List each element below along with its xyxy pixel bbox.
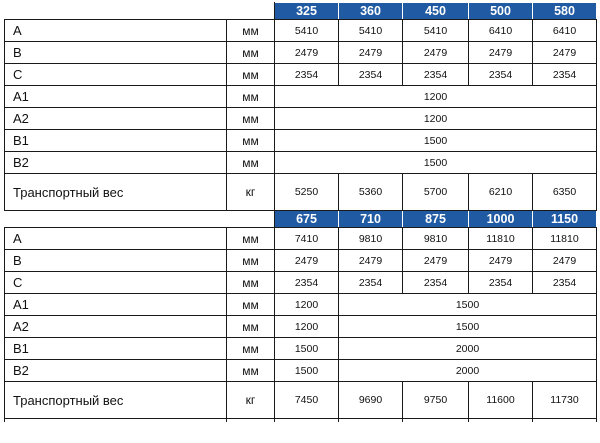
- value-cell: 9690: [339, 382, 403, 419]
- unit-cell: мм: [227, 130, 275, 152]
- param-label: B: [5, 250, 227, 272]
- unit-cell: мм: [227, 360, 275, 382]
- models-header-row-2: [5, 211, 597, 228]
- table-row: [5, 294, 597, 316]
- unit-cell: мм: [227, 272, 275, 294]
- value-cell: 5410: [403, 20, 469, 42]
- value-cell: 2479: [339, 42, 403, 64]
- param-label: Транспортный вес: [5, 174, 227, 211]
- value-cell: 6350: [533, 174, 597, 211]
- table-row: [5, 272, 597, 294]
- unit-cell: мм: [227, 42, 275, 64]
- value-cell: 1200: [275, 316, 339, 338]
- param-label: A: [5, 228, 227, 250]
- param-label: A: [5, 20, 227, 42]
- value-cell: 2354: [339, 272, 403, 294]
- value-cell: 11600: [469, 382, 533, 419]
- param-label: B1: [5, 130, 227, 152]
- value-cell: 1500: [275, 338, 339, 360]
- table-row: [5, 108, 597, 130]
- unit-cell: мм: [227, 316, 275, 338]
- value-cell: 2479: [403, 250, 469, 272]
- tail-cell: [339, 419, 403, 423]
- value-cell: 9810: [339, 228, 403, 250]
- unit-cell: мм: [227, 338, 275, 360]
- merged-value-cell: 1500: [275, 130, 597, 152]
- value-cell: 2354: [469, 272, 533, 294]
- param-label: A1: [5, 86, 227, 108]
- param-label: A1: [5, 294, 227, 316]
- model-header: 675: [275, 211, 339, 228]
- models-header-row-1: [5, 3, 597, 20]
- value-cell: 2479: [469, 250, 533, 272]
- table-row: [5, 360, 597, 382]
- param-label: B2: [5, 360, 227, 382]
- merged-value-cell: 2000: [339, 338, 597, 360]
- table-row: [5, 382, 597, 419]
- value-cell: 2479: [533, 42, 597, 64]
- merged-value-cell: 1200: [275, 108, 597, 130]
- merged-value-cell: 1500: [339, 294, 597, 316]
- unit-cell: мм: [227, 228, 275, 250]
- merged-value-cell: 1200: [275, 86, 597, 108]
- value-cell: 1200: [275, 294, 339, 316]
- unit-cell: мм: [227, 64, 275, 86]
- tail-cell: [469, 419, 533, 423]
- value-cell: 2354: [403, 64, 469, 86]
- unit-cell: мм: [227, 86, 275, 108]
- value-cell: 2479: [275, 250, 339, 272]
- header-blank: [5, 3, 275, 20]
- param-label: B2: [5, 152, 227, 174]
- merged-value-cell: 1500: [339, 316, 597, 338]
- table-row: [5, 316, 597, 338]
- model-header: 1150: [533, 211, 597, 228]
- model-header: 360: [339, 3, 403, 20]
- table-row: [5, 174, 597, 211]
- spec-table: [4, 2, 597, 422]
- merged-value-cell: 1500: [275, 152, 597, 174]
- param-label: B: [5, 42, 227, 64]
- value-cell: 6410: [469, 20, 533, 42]
- value-cell: 2354: [533, 64, 597, 86]
- value-cell: 5410: [275, 20, 339, 42]
- table-row: [5, 20, 597, 42]
- value-cell: 6210: [469, 174, 533, 211]
- value-cell: 11810: [533, 228, 597, 250]
- param-label: C: [5, 272, 227, 294]
- value-cell: 11730: [533, 382, 597, 419]
- value-cell: 6410: [533, 20, 597, 42]
- model-header: 710: [339, 211, 403, 228]
- value-cell: 2354: [533, 272, 597, 294]
- merged-value-cell: 2000: [339, 360, 597, 382]
- unit-cell: мм: [227, 294, 275, 316]
- value-cell: 9750: [403, 382, 469, 419]
- value-cell: 5360: [339, 174, 403, 211]
- value-cell: 2479: [469, 42, 533, 64]
- unit-cell: кг: [227, 382, 275, 419]
- value-cell: 2354: [275, 272, 339, 294]
- value-cell: 2354: [339, 64, 403, 86]
- unit-cell: мм: [227, 108, 275, 130]
- model-header: 875: [403, 211, 469, 228]
- table-row: [5, 152, 597, 174]
- value-cell: 2354: [403, 272, 469, 294]
- param-label: B1: [5, 338, 227, 360]
- unit-cell: мм: [227, 20, 275, 42]
- unit-cell: мм: [227, 152, 275, 174]
- value-cell: 7450: [275, 382, 339, 419]
- table-row: [5, 250, 597, 272]
- value-cell: 2479: [403, 42, 469, 64]
- value-cell: 2354: [275, 64, 339, 86]
- value-cell: 11810: [469, 228, 533, 250]
- model-header: 450: [403, 3, 469, 20]
- value-cell: 2479: [275, 42, 339, 64]
- unit-cell: мм: [227, 250, 275, 272]
- param-label: A2: [5, 316, 227, 338]
- value-cell: 5410: [339, 20, 403, 42]
- value-cell: 2479: [533, 250, 597, 272]
- table-tail-row: [5, 419, 597, 423]
- model-header: 500: [469, 3, 533, 20]
- model-header: 325: [275, 3, 339, 20]
- table-row: [5, 42, 597, 64]
- model-header: 1000: [469, 211, 533, 228]
- header-blank: [5, 211, 275, 228]
- table-row: [5, 338, 597, 360]
- table-row: [5, 130, 597, 152]
- value-cell: 5250: [275, 174, 339, 211]
- table-row: [5, 228, 597, 250]
- tail-cell: [5, 419, 227, 423]
- tail-cell: [227, 419, 275, 423]
- tail-cell: [533, 419, 597, 423]
- table-row: [5, 86, 597, 108]
- model-header: 580: [533, 3, 597, 20]
- param-label: A2: [5, 108, 227, 130]
- value-cell: 9810: [403, 228, 469, 250]
- table-row: [5, 64, 597, 86]
- value-cell: 2354: [469, 64, 533, 86]
- value-cell: 7410: [275, 228, 339, 250]
- param-label: C: [5, 64, 227, 86]
- value-cell: 1500: [275, 360, 339, 382]
- param-label: Транспортный вес: [5, 382, 227, 419]
- value-cell: 5700: [403, 174, 469, 211]
- tail-cell: [275, 419, 339, 423]
- unit-cell: кг: [227, 174, 275, 211]
- value-cell: 2479: [339, 250, 403, 272]
- tail-cell: [403, 419, 469, 423]
